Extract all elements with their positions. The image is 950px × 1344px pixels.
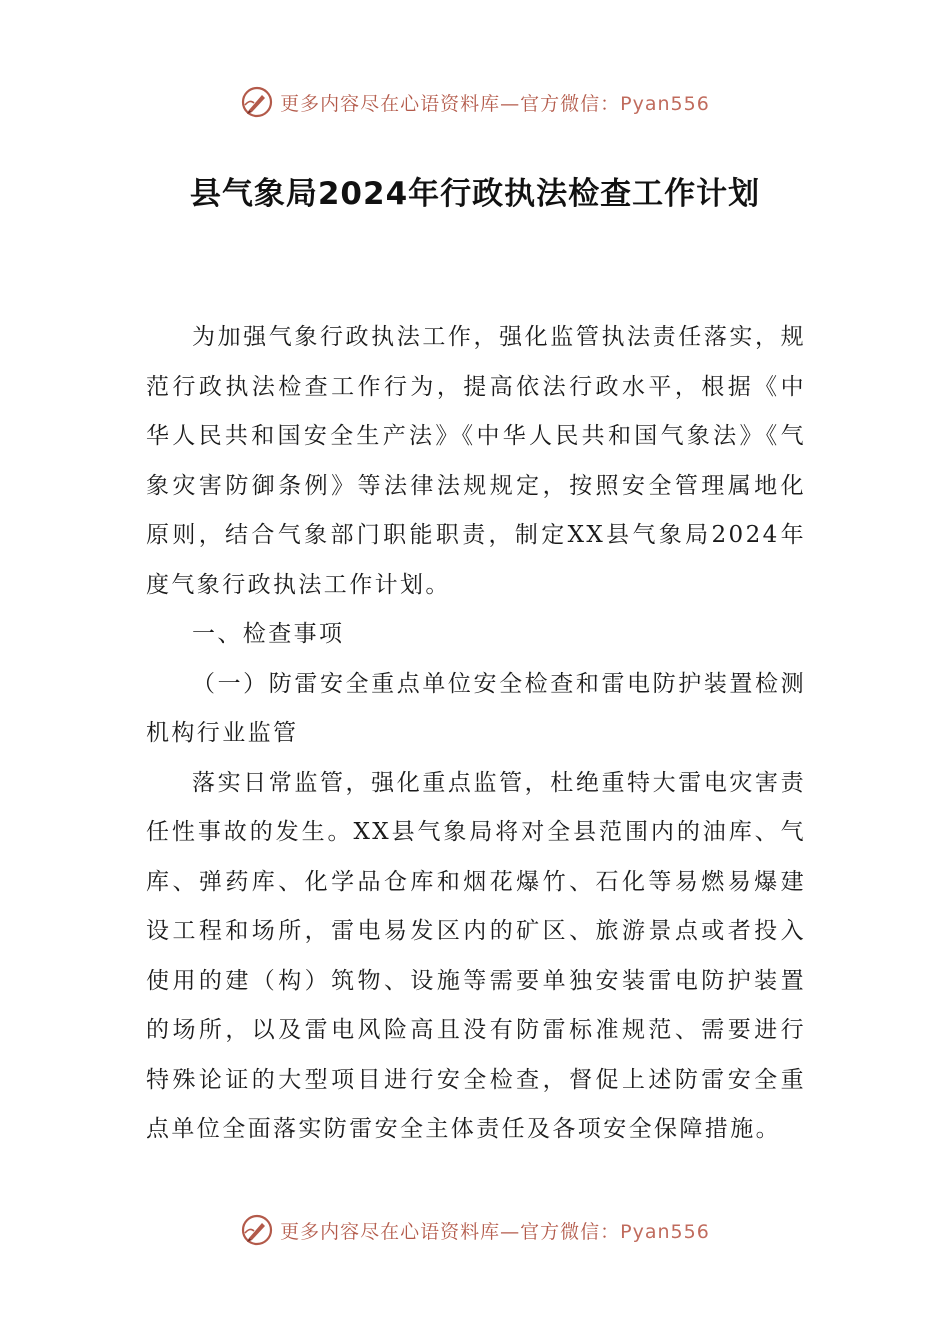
document-title: 县气象局2024年行政执法检查工作计划 — [189, 176, 761, 212]
pen-logo-icon — [240, 85, 274, 119]
watermark-text: 更多内容尽在心语资料库—官方微信：Pyan556 — [280, 1220, 710, 1243]
pen-logo-icon — [240, 1213, 274, 1247]
watermark-header — [0, 82, 950, 122]
intro-paragraph: 为加强气象行政执法工作，强化监管执法责任落实，规范行政执法检查工作行为，提高依法行政水平，根据《中华人民共和国安全生产法》《中华人民共和国气象法》《气象灾害防御条例》等法律法规规定，按照安全管理属地化原则，结合气象部门职能职责，制定XX县气象局2024年度气象行政执法工作计划。 — [146, 324, 806, 598]
watermark-footer — [0, 1210, 950, 1250]
section-heading: 一、检查事项 — [192, 621, 345, 647]
document-body — [146, 313, 806, 1155]
subsection-heading: （一）防雷安全重点单位安全检查和雷电防护装置检测机构行业监管 — [146, 670, 806, 746]
watermark-text: 更多内容尽在心语资料库—官方微信：Pyan556 — [280, 92, 710, 115]
body-paragraph: 落实日常监管，强化重点监管，杜绝重特大雷电灾害责任性事故的发生。XX县气象局将对全县范围内的油库、气库、弹药库、化学品仓库和烟花爆竹、石化等易燃易爆建设工程和场所，雷电易发区内的矿区、旅游景点或者投入使用的建（构）筑物、设施等需要单独安装雷电防护装置的场所，以及雷电风险高且没有防雷标准规范、需要进行特殊论证的大型项目进行安全检查，督促上述防雷安全重点单位全面落实防雷安全主体责任及各项安全保障措施。 — [146, 769, 806, 1142]
